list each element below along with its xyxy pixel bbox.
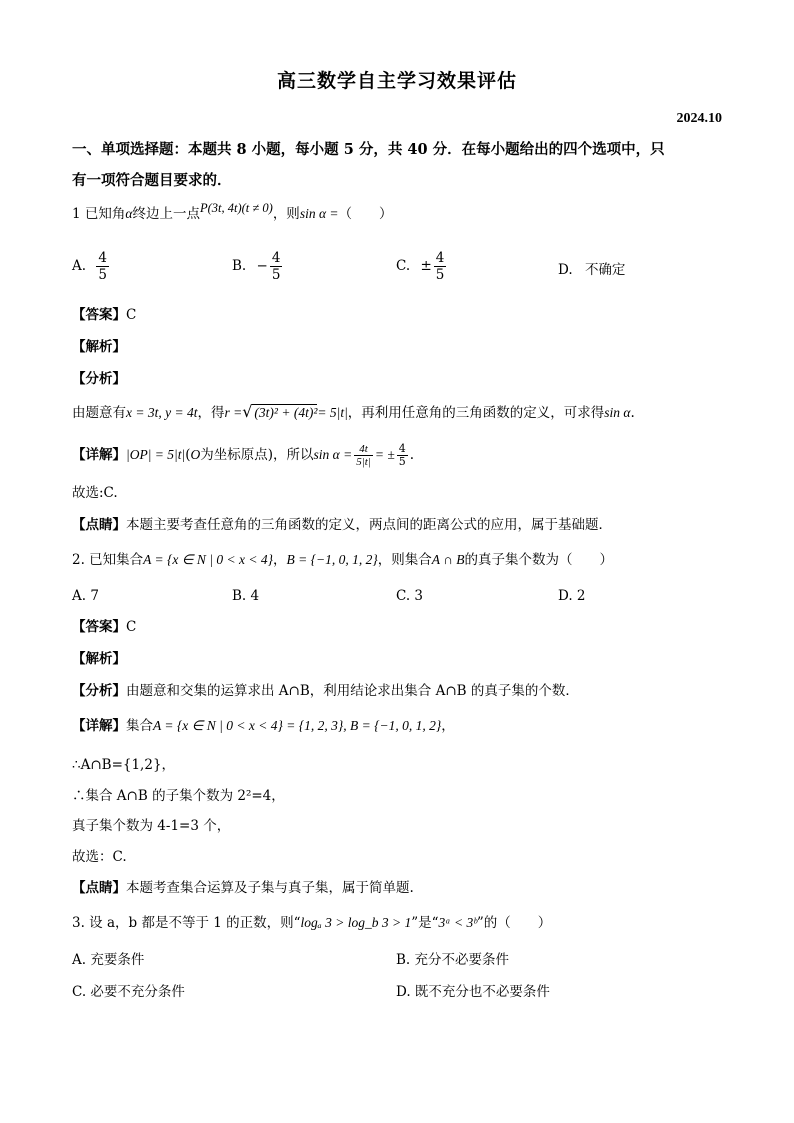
- q2-detail-text-b: ，: [441, 718, 455, 734]
- section-heading-line2: 有一项符合题目要求的．: [72, 172, 232, 189]
- q2-intersection: A ∩ B: [431, 552, 465, 567]
- q2-comment-text: 本题考查集合运算及子集与真子集，属于简单题.: [126, 880, 414, 896]
- q1-comment-text: 本题主要考查任意角的三角函数的定义，两点间的距离公式的应用，属于基础题．: [126, 517, 612, 533]
- q2-fenxi-tag: 【分析】: [72, 683, 126, 699]
- q1-fenxi-sqrt: (3t)² + (4t)²: [254, 405, 318, 420]
- q1-point: P(3t, 4t)(t ≠ 0): [199, 201, 273, 215]
- q3-stem: [72, 914, 551, 932]
- q1-fenxi-tag: 【分析】: [72, 371, 126, 387]
- q1-option-b-fraction: [270, 250, 283, 283]
- q1-comment: [72, 516, 612, 534]
- q1-fenxi-eq1: x = 3t, y = 4t: [126, 405, 198, 420]
- q2-line3: 真子集个数为 4-1=3 个，: [72, 818, 231, 834]
- q1-detail-den: 5|t|: [356, 456, 371, 468]
- q1-detail-sin: sin α =: [313, 447, 353, 462]
- q1-detail-origin: O: [190, 447, 201, 462]
- q1-fenxi-eq2: = 5|t|: [317, 405, 348, 420]
- q1-stem-text-a: 1 已知角: [72, 206, 126, 222]
- q2-comment-tag: 【点睛】: [72, 880, 126, 896]
- q1-alpha: α: [125, 206, 133, 221]
- q1-option-c-fraction: [434, 250, 447, 283]
- q2-line1: ∴A∩B={1,2}，: [72, 757, 176, 773]
- q2-set-a: A = {x ∈ N | 0 < x < 4}: [143, 552, 274, 567]
- q2-stem: [72, 551, 613, 569]
- q1-detail-paren: (: [185, 447, 191, 463]
- q1-option-d: [558, 261, 625, 279]
- q1-option-a-label: A.: [72, 258, 87, 274]
- q1-detail-num2: 4: [398, 442, 406, 455]
- q1-comment-tag: 【点睛】: [72, 517, 126, 533]
- q1-detail-fraction: [354, 443, 373, 468]
- q2-detail-set: A = {x ∈ N | 0 < x < 4} = {1, 2, 3}, B = {−1, 0, 1, 2}: [153, 718, 442, 733]
- q1-analysis-tag: 【解析】: [72, 339, 126, 355]
- q2-detail-text-a: 集合: [126, 718, 153, 734]
- q3-option-b: B. 充分不必要条件: [396, 952, 510, 968]
- q3-option-d: D. 既不充分也不必要条件: [396, 984, 550, 1000]
- q3-condition2: 3ᵃ < 3ᵇ: [438, 915, 477, 930]
- q1-paren: （ ）: [338, 206, 393, 222]
- q1-detail-tag: 【详解】: [72, 447, 126, 463]
- q1-stem-text-b: 终边上一点: [132, 206, 200, 222]
- q2-option-c: C. 3: [396, 588, 424, 604]
- q1-choose: 故选:C.: [72, 485, 118, 501]
- q1-fenxi-text-c: ，再利用任意角的三角函数的定义，可求得: [347, 405, 605, 421]
- q2-fenxi: [72, 682, 579, 700]
- q1-option-c-num: 4: [435, 250, 445, 266]
- q1-option-b: [232, 250, 284, 283]
- q1-sin-alpha: sin α =: [299, 206, 339, 221]
- q3-option-a: A. 充要条件: [72, 952, 145, 968]
- q1-fenxi-text-b: ，得: [197, 405, 225, 421]
- q2-detail-tag: 【详解】: [72, 718, 126, 734]
- q1-option-b-den: 5: [271, 267, 281, 283]
- date-label: 2024.10: [676, 111, 722, 126]
- q1-detail-eq: = ±: [374, 447, 395, 462]
- q1-option-a: [72, 250, 111, 283]
- q1-option-c-den: 5: [435, 267, 445, 283]
- q3-stem-text-c: ”的（ ）: [476, 915, 552, 931]
- q2-detail: [72, 717, 455, 735]
- q1-option-a-den: 5: [98, 267, 107, 283]
- q1-option-c-label: C.: [396, 258, 411, 274]
- q3-stem-text-b: ”是“: [411, 915, 439, 931]
- q1-option-b-num: 4: [271, 250, 281, 266]
- q1-detail-op: |OP| = 5|t|: [126, 447, 186, 462]
- q1-stem: [72, 201, 393, 223]
- q1-detail-end: .: [409, 447, 415, 463]
- q1-fenxi-text-d: .: [630, 405, 635, 421]
- q1-option-b-sign: −: [256, 258, 268, 274]
- q2-option-b: B. 4: [232, 588, 260, 604]
- q2-answer-value: C: [126, 619, 137, 635]
- q1-fenxi-text-a: 由题意有: [72, 405, 126, 421]
- q1-fenxi-sin: sin α: [604, 405, 631, 420]
- q2-set-b: B = {−1, 0, 1, 2}: [286, 552, 378, 567]
- q3-stem-text-a: 3. 设 a，b 都是不等于 1 的正数，则“: [72, 915, 301, 931]
- q1-detail-den2: 5: [398, 455, 406, 468]
- q1-detail-fraction2: [397, 443, 408, 468]
- q2-option-a: A. 7: [72, 588, 99, 604]
- q3-option-c: C. 必要不充分条件: [72, 984, 185, 1000]
- q2-answer-tag: 【答案】: [72, 619, 126, 635]
- q1-fenxi-r: r =: [224, 405, 243, 420]
- q1-option-d-label: D.: [558, 262, 573, 278]
- q1-fenxi: 由题意有x = 3t, y = 4t，得r =√ (3t)² + (4t)²= 5|t|，再利用任意角的三角函数的定义，可求得sin α.: [72, 402, 635, 421]
- q2-comment: [72, 879, 414, 897]
- q1-answer: [72, 306, 136, 324]
- q1-answer-tag: 【答案】: [72, 307, 126, 323]
- q1-option-d-text: 不确定: [584, 262, 626, 278]
- q1-option-b-label: B.: [232, 258, 247, 274]
- q1-option-c-sign: ±: [420, 258, 432, 274]
- q2-stem-text-a: 2. 已知集合: [72, 552, 144, 568]
- q1-answer-value: C: [126, 307, 137, 323]
- page-title: 高三数学自主学习效果评估: [276, 70, 517, 92]
- q1-option-a-fraction: [96, 250, 109, 283]
- q1-detail-num: 4t: [354, 443, 373, 456]
- q2-option-d: D. 2: [558, 588, 586, 604]
- q1-stem-text-c: ，则: [272, 206, 300, 222]
- q2-choose: 故选：C.: [72, 849, 127, 865]
- section-heading-line1: 一、单项选择题：本题共 8 小题，每小题 5 分，共 40 分．在每小题给出的四个选项中，只: [72, 141, 665, 158]
- q2-answer: [72, 618, 136, 636]
- q1-option-c: [396, 250, 448, 283]
- q1-detail: [72, 443, 414, 468]
- q2-stem-text-d: 的真子集个数为（ ）: [464, 552, 614, 568]
- q2-stem-text-b: ，: [273, 552, 287, 568]
- q1-option-a-num: 4: [98, 250, 107, 266]
- q2-stem-text-c: ，则集合: [377, 552, 432, 568]
- q2-analysis-tag: 【解析】: [72, 651, 126, 667]
- q2-line2: ∴集合 A∩B 的子集个数为 2²=4，: [72, 788, 285, 804]
- q2-fenxi-text: 由题意和交集的运算求出 A∩B，利用结论求出集合 A∩B 的真子集的个数．: [126, 683, 579, 699]
- q3-condition: logₐ 3 > log_b 3 > 1: [300, 915, 412, 930]
- q1-detail-text-b: 为坐标原点)，所以: [200, 447, 314, 463]
